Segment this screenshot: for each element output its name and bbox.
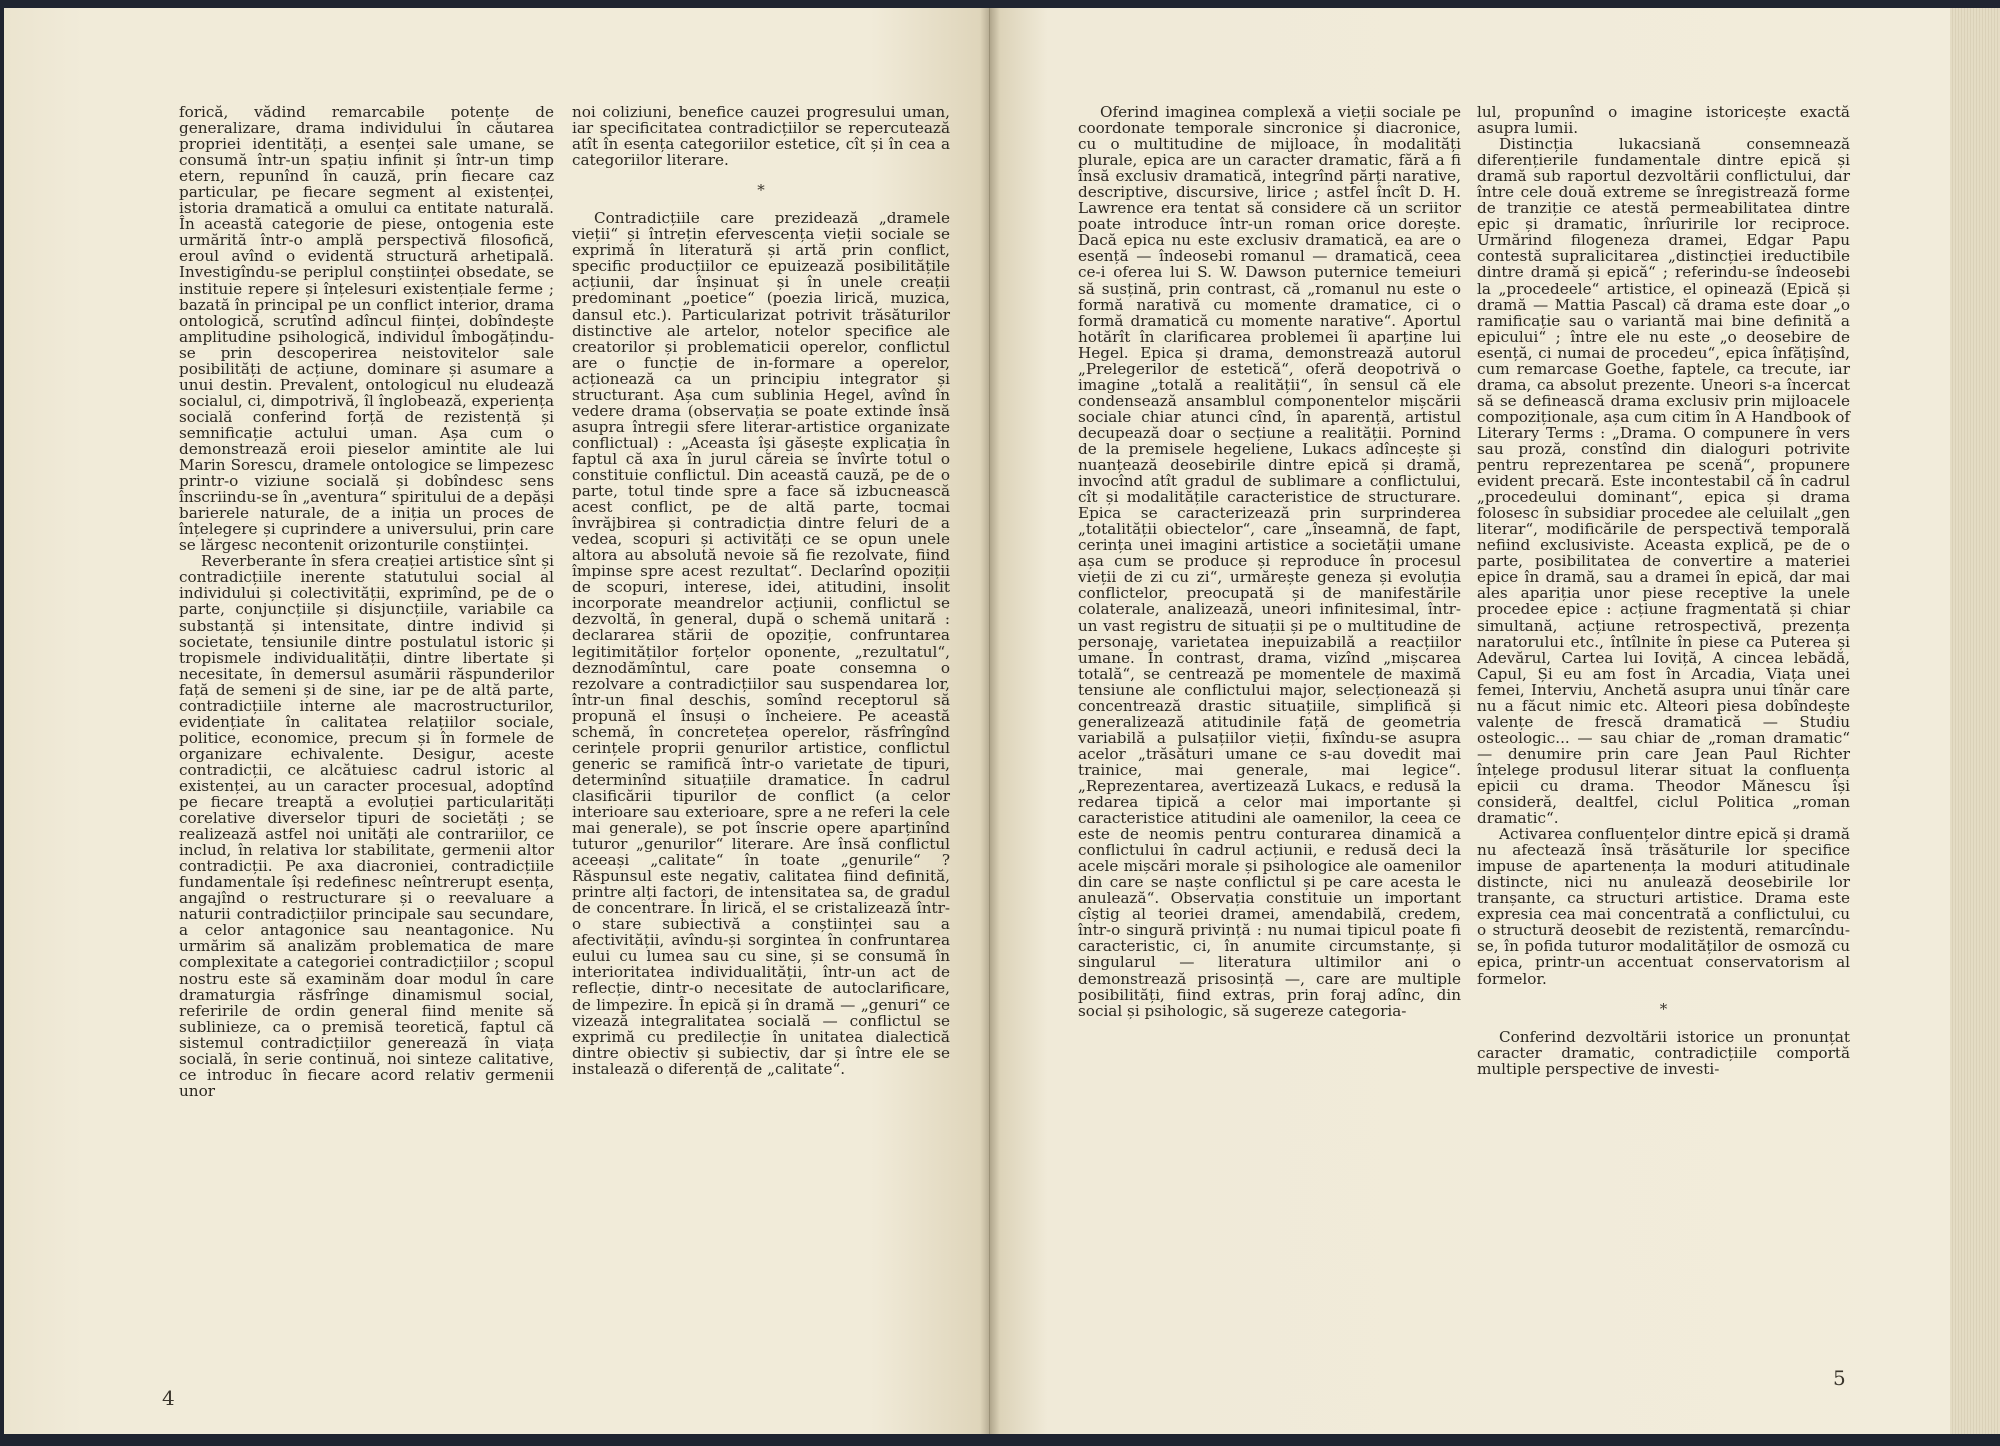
paragraph: Oferind imaginea complexă a vieții sociale pe coordonate temporale sincronice și diacronice, cu o multitudine de mijloace, în modalități plurale, epica are un caracter dramatic, fără a fi însă exclusiv dramatică, integrînd părți narative, descriptive, discursive, lirice ; astfel încît D. H. Lawrence era tentat să considere că un scriitor poate introduce într-un roman orice dorește. Dacă epica nu este exclusiv dramatică, ea are o esență — îndeosebi romanul — dramatică, ceea ce-i oferea lui S. W. Dawson puternice temeiuri să susțină, prin contrast, că „romanul nu este o formă narativă cu momente dramatice, ci o formă dramatică cu momente narative“. Aportul hotărît în clarificarea problemei îi aparține lui Hegel. Epica și drama, demonstrează autorul „Prelegerilor de estetică“, oferă deopotrivă o imagine „totală a realității“, în sensul că ele condensează ansamblul componentelor mișcării sociale chiar atunci cînd, în aparență, artistul decupează doar o secțiune a realității. Pornind de la premisele hegeliene, Lukacs adîncește și nuanțează deosebirile dintre epică și dramă, invocînd atît gradul de sublimare a conflictului, cît și modalitățile caracteristice de structurare. Epica se caracterizează prin surprinderea „totalității obiectelor“, care „înseamnă, de fapt, cerința unei imagini artistice a societății umane așa cum se produce și reproduce în procesul vieții de zi cu zi“, urmărește geneza și evoluția conflictelor, preocupată și de manifestările colaterale, analizează, uneori infinitesimal, într-un vast registru de situații și pe o multitudine de personaje, varietatea inepuizabilă a reacțiilor umane. În contrast, drama, vizînd „mișcarea totală“, se centrează pe momentele de maximă tensiune ale conflictului major, selecționează și concentrează drastic situațiile, simplifică și generalizează atitudinile față de geometria variabilă a pulsațiilor vieții, fixîndu-se asupra acelor „trăsături umane ce s-au dovedit mai trainice, mai generale, mai legice“. „Reprezentarea, avertizează Lukacs, e redusă la redarea tipică a celor mai importante și caracteristice atitudini ale oamenilor, la ceea ce este de neomis pentru conturarea dinamică a conflictului în cadrul acțiunii, e redusă deci la acele mișcări morale și psihologice ale oamenilor din care se naște conflictul și pe care acesta le anulează“. Observația constituie un important cîștig al teoriei dramei, amendabilă, credem, într-o singură privință : nu numai tipicul poate fi caracteristic, ci, în anumite circumstanțe, și singularul — literatura ultimilor ani o demonstrează prisosință —, care are multiple posibilități, fiind extras, prin foraj adînc, din social și psihologic, să sugereze categoria- [1078,103,1461,1020]
left-col2-body [572,210,950,1077]
right-page [990,8,1950,1434]
right-col2-closing: Conferind dezvoltării istorice un pronunțat caracter dramatic, contradicțiile comportă multiple perspective de investi- [1477,1027,1850,1078]
right-col2-body [1477,104,1850,987]
left-col2-intro: noi coliziuni, benefice cauzei progresului uman, iar specificitatea contradicțiilor se repercutează atît în esența categoriilor estetice, cît și în cea a categoriilor literare. [572,103,950,170]
left-page-column-1 [179,104,554,1099]
paragraph: lul, propunînd o imagine istoricește exactă asupra lumii. [1477,103,1850,138]
paragraph: Reverberante în sfera creației artistice sînt și contradicțiile inerente statutului social al individului și colectivității, exprimînd, pe de o parte, conjuncțiile și disjuncțiile, variabile ca substanță și intensitate, dintre individ și societate, tensiunile dintre postulatul istoric și tropismele individualității, dintre libertate și necesitate, în demersul asumării răspunderilor față de semeni și de sine, iar pe de altă parte, contradicțiile interne ale macrostructurilor, evidențiate în calitatea relațiilor sociale, politice, economice, precum și în formele de organizare echivalente. Desigur, aceste contradicții, ce alcătuiesc cadrul istoric al existenței, au un caracter procesual, adoptînd pe fiecare treaptă a evoluției particularități corelative diverselor tipuri de societăți ; se realizează astfel noi unități ale contrariilor, ce includ, în relativa lor stabilitate, germenii altor contradicții. Pe axa diacroniei, contradicțiile fundamentale își redefinesc neîntrerupt esența, angajînd o restructurare și o reevaluare a naturii contradicțiilor principale sau secundare, a celor antagonice sau neantagonice. Nu urmărim să analizăm problematica de mare complexitate a categoriei contradicțiilor ; scopul nostru este să examinăm doar modul în care dramaturgia răsfrînge dinamismul social, referirile de ordin general fiind menite să sublinieze, ca o premisă teoretică, faptul că sistemul contradicțiilor generează în viața socială, în serie continuă, noi sinteze calitative, ce introduc în fiecare acord relativ germenii unor [179,552,554,1100]
right-page-column-1 [1078,104,1461,1019]
paragraph: Contradicțiile care prezidează „dramele vieții“ și întrețin efervescența vieții sociale se exprimă în literatură și artă prin conflict, specific producțiilor ce epuizează posibilitățile acțiunii, dar înșinuat și în unele creații predominant „poetice“ (poezia lirică, muzica, dansul etc.). Particularizat potrivit trăsăturilor distinctive ale artelor, notelor specifice ale creatorilor și problematicii operelor, conflictul are o funcție de in-formare a operelor, acționează ca un principiu integrator și structurant. Așa cum sublinia Hegel, avînd în vedere drama (observația se poate extinde însă asupra întregii sfere literar-artistice organizate conflictual) : „Aceasta își găsește explicația în faptul că axa în jurul căreia se învîrte totul o constituie conflictul. Din această cauză, pe de o parte, totul tinde spre a face să izbucnească acest conflict, pe de altă parte, tocmai învrăjbirea și contradicția dintre feluri de a vedea, scopuri și activități ce se opun unele altora au absolută nevoie să fie rezolvate, fiind împinse spre acest rezultat“. Declarînd opoziții de scopuri, interese, idei, atitudini, insolit incorporate meandrelor acțiunii, conflictul se dezvoltă, în general, după o schemă unitară : declararea stării de opoziție, confruntarea legitimităților forțelor oponente, „rezultatul“, deznodămîntul, care poate consemna o rezolvare a contradicțiilor sau suspendarea lor, într-un final deschis, somînd receptorul să propună el însuși o încheiere. Pe această schemă, în concretețea operelor, răsfrîngînd cerințele proprii genurilor artistice, conflictul generic se ramifică într-o varietate de tipuri, determinînd situațiile dramatice. În cadrul clasificării tipurilor de conflict (a celor interioare sau exterioare, spre a ne referi la cele mai generale), se pot înscrie opere aparținînd tuturor „genurilor“ literare. Are însă conflictul aceeași „calitate“ în toate „genurile“ ? Răspunsul este negativ, calitatea fiind definită, printre alți factori, de intensitatea sa, de gradul de concentrare. În lirică, el se cristalizează într-o stare subiectivă a conștiinței sau a afectivității, avîndu-și sorgintea în confruntarea eului cu lumea sau cu sine, și se consumă în interioritatea individualității, într-un act de reflecție, dintr-o necesitate de autoclarificare, de limpezire. În epică și în dramă — „genuri“ ce vizează integralitatea socială — conflictul se exprimă cu predilecție în unitatea dialectică dintre obiectiv și subiectiv, dar și între ele se instalează o diferență de „calitate“. [572,209,950,1078]
left-page [4,8,990,1434]
right-page-column-2 [1477,104,1850,1077]
page-number-right: 5 [1833,1366,1846,1390]
section-separator-star: * [757,181,765,200]
left-page-column-2 [572,104,950,1077]
paragraph: Activarea confluențelor dintre epică și dramă nu afectează însă trăsăturile lor specifice impuse de apartenența la moduri atitudinale distincte, nici nu anulează deosebirile lor tranșante, ca structuri artistice. Drama este expresia cea mai concentrată a conflictului, cu o structură deosebit de rezistentă, remarcîndu-se, în pofida tuturor modalităților de osmoză cu epica, printr-un accentuat conservatorism al formelor. [1477,825,1850,988]
page-edges [1950,8,2000,1434]
book-gutter [980,8,1000,1434]
section-separator-star: * [1659,999,1668,1018]
page-number-left: 4 [162,1386,175,1410]
paragraph: Distincția lukacsiană consemnează diferențierile fundamentale dintre epică și dramă sub raportul dezvoltării conflictului, dar între cele două extreme se înregistrează forme de tranziție ce atestă permeabilitatea dintre epic și dramatic, înrîuririle lor reciproce. Urmărind filogeneza dramei, Edgar Papu contestă supralicitarea „distincției ireductibile dintre dramă și epică“ ; referindu-se îndeosebi la „procedeele“ artistice, el opinează (Epică și dramă — Mattia Pascal) că drama este doar „o ramificație sau o variantă mai bine definită a epicului“ ; între ele nu este „o deosebire de esență, ci numai de procedeu“, epica înfățișînd, cum remarcase Goethe, faptele, ca trecute, iar drama, ca absolut prezente. Uneori s-a încercat să se definească drama exclusiv prin mijloacele compoziționale, așa cum citim în A Handbook of Literary Terms : „Drama. O compunere în vers sau proză, constînd din dialoguri potrivite pentru reprezentarea pe scenă“, propunere evident precară. Este incontestabil că în cadrul „procedeului dominant“, epica și drama folosesc în subsidiar procedee ale celuilalt „gen literar“, modificările de perspectivă temporală nefiind exclusiviste. Aceasta explică, pe de o parte, posibilitatea de convertire a materiei epice în dramă, sau a dramei în epică, dar mai ales apariția unor piese receptive la unele procedee epice : acțiune fragmentată și chiar simultană, acțiune retrospectivă, prezența naratorului etc., întîlnite în piese ca Puterea și Adevărul, Cartea lui Ioviță, A cincea lebădă, Capul, Și eu am fost în Arcadia, Viața unei femei, Interviu, Anchetă asupra unui tînăr care nu a făcut nimic etc. Alteori piesa dobîndește valențe de frescă dramatică — Studiu osteologic... — sau chiar de „roman dramatic“ — denumire prin care Jean Paul Richter înțelege produsul literar situat la confluența epicii cu drama. Theodor Mănescu își consideră, dealtfel, ciclul Politica „roman dramatic“. [1477,135,1850,828]
paragraph: forică, vădind remarcabile potențe de generalizare, drama individului în căutarea propriei identități, a esenței sale umane, se consumă într-un spațiu infinit și într-un timp etern, repunînd în cauză, prin fiecare caz particular, pe fiecare segment al existenței, istoria dramatică a omului ca entitate naturală. În această categorie de piese, ontogenia este urmărită într-o amplă perspectivă filosofică, eroul avînd o evidentă structură arhetipală. Investigîndu-se periplul conștiinței obsedate, se instituie repere și înțelesuri existențiale ferme ; bazată în principal pe un conflict interior, drama ontologică, scrutînd adîncul ființei, dobîndește amplitudine psihologică, individul îmbogățindu-se prin descoperirea neistovitelor sale posibilități de acțiune, dominare și asumare a unui destin. Prevalent, ontologicul nu eludează socialul, ci, dimpotrivă, îl înglobează, experiența socială conferind forță de rezistență și semnificație actului uman. Așa cum o demonstrează eroii pieselor amintite ale lui Marin Sorescu, dramele ontologice se limpezesc printr-o viziune socială și dobîndesc sens înscriindu-se în „aventura“ spiritului de a depăși barierele naturale, de a iniția un proces de înțelegere și cuprindere a universului, prin care se lărgesc necontenit orizonturile conștiinței. [179,103,554,555]
